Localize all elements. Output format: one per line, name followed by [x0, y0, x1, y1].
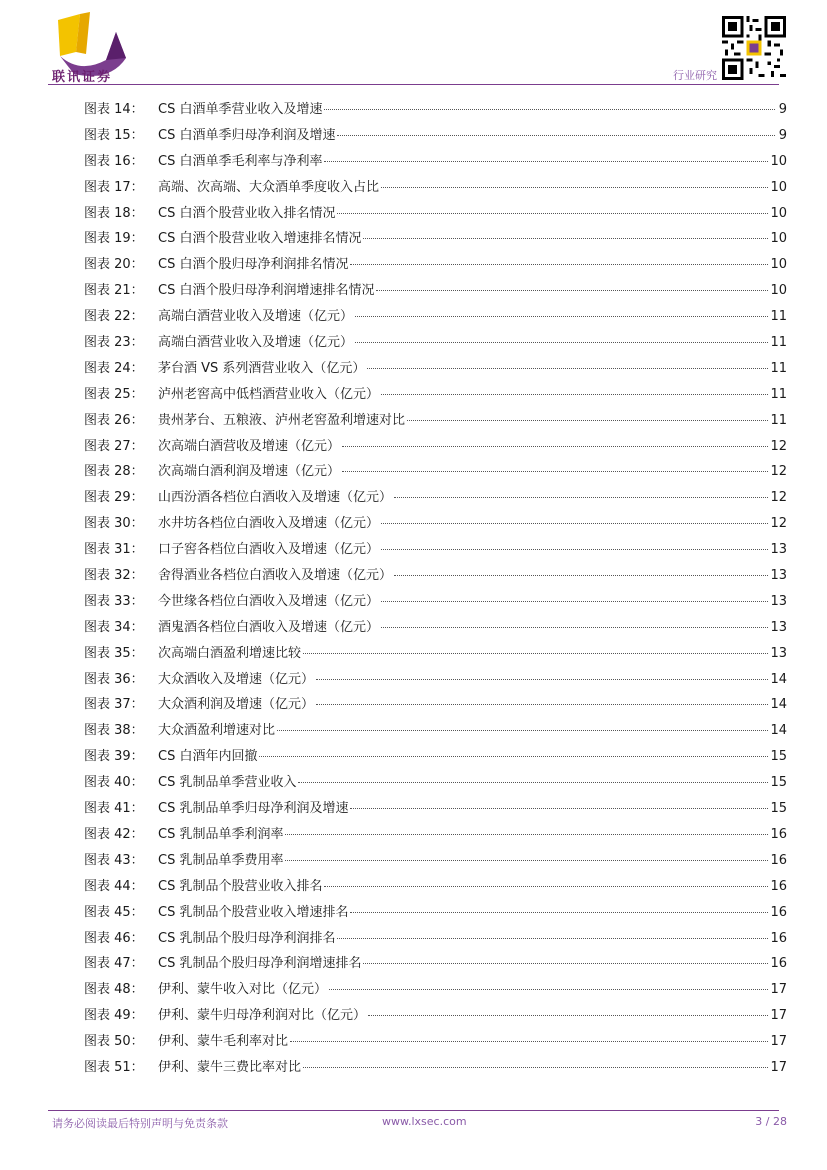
- toc-entry-page: 15: [770, 775, 787, 791]
- toc-entry-title: CS 白酒个股营业收入排名情况: [158, 205, 336, 221]
- toc-entry[interactable]: [84, 1029, 787, 1055]
- toc-entry[interactable]: [84, 511, 787, 537]
- toc-entry-title: 高端、次高端、大众酒单季度收入占比: [158, 179, 380, 195]
- toc-entry-label: 图表 39：: [84, 749, 144, 765]
- toc-entry-title: CS 白酒个股营业收入增速排名情况: [158, 231, 362, 247]
- toc-dot-leader: [329, 988, 768, 990]
- toc-dot-leader: [363, 237, 768, 239]
- page-number: 3 / 28: [755, 1115, 787, 1128]
- toc-entry[interactable]: [84, 692, 787, 718]
- toc-entry[interactable]: [84, 770, 787, 796]
- toc-entry-label: 图表 36：: [84, 671, 144, 687]
- toc-entry-page: 17: [770, 982, 787, 998]
- toc-entry-page: 10: [770, 179, 787, 195]
- toc-entry-title: 大众酒盈利增速对比: [158, 723, 276, 739]
- toc-entry[interactable]: [84, 252, 787, 278]
- toc-entry-page: 9: [778, 102, 787, 117]
- toc-entry-page: 13: [770, 542, 787, 558]
- toc-entry[interactable]: [84, 149, 787, 175]
- toc-entry-title: CS 乳制品单季费用率: [158, 852, 284, 868]
- toc-entry-label: 图表 14：: [84, 102, 144, 117]
- footer-website: www.lxsec.com: [382, 1115, 467, 1128]
- toc-entry[interactable]: [84, 459, 787, 485]
- toc-entry-label: 图表 25：: [84, 386, 144, 402]
- toc-entry-page: 16: [770, 878, 787, 894]
- toc-entry-label: 图表 31：: [84, 542, 144, 558]
- toc-entry-page: 10: [770, 283, 787, 299]
- toc-dot-leader: [285, 833, 768, 835]
- toc-entry-label: 图表 20：: [84, 257, 144, 273]
- toc-entry[interactable]: [84, 97, 787, 123]
- toc-entry-page: 11: [770, 412, 787, 428]
- qr-code-icon: [722, 16, 786, 80]
- toc-entry-title: 次高端白酒利润及增速（亿元）: [158, 464, 341, 480]
- toc-dot-leader: [407, 419, 768, 421]
- toc-dot-leader: [316, 703, 768, 705]
- toc-entry-page: 15: [770, 801, 787, 817]
- toc-dot-leader: [337, 134, 775, 136]
- footer-disclaimer: 请务必阅读最后特别声明与免责条款: [52, 1117, 228, 1130]
- toc-dot-leader: [337, 937, 768, 939]
- toc-entry-label: 图表 44：: [84, 878, 144, 894]
- toc-entry-label: 图表 37：: [84, 697, 144, 713]
- toc-entry-page: 12: [770, 464, 787, 480]
- toc-dot-leader: [350, 911, 768, 913]
- toc-dot-leader: [337, 212, 768, 214]
- toc-entry-page: 12: [770, 438, 787, 454]
- toc-entry[interactable]: [84, 434, 787, 460]
- toc-entry-page: 10: [770, 257, 787, 273]
- toc-entry[interactable]: [84, 537, 787, 563]
- toc-dot-leader: [298, 781, 768, 783]
- toc-entry-page: 16: [770, 852, 787, 868]
- toc-dot-leader: [303, 1066, 768, 1068]
- toc-entry-page: 10: [770, 153, 787, 169]
- toc-entry-page: 13: [770, 645, 787, 661]
- toc-dot-leader: [342, 445, 768, 447]
- toc-entry[interactable]: [84, 874, 787, 900]
- toc-entry-label: 图表 35：: [84, 645, 144, 661]
- toc-dot-leader: [367, 367, 768, 369]
- toc-entry[interactable]: [84, 822, 787, 848]
- toc-dot-leader: [381, 600, 768, 602]
- toc-entry-title: 高端白酒营业收入及增速（亿元）: [158, 335, 354, 351]
- toc-entry-title: 茅台酒 VS 系列酒营业收入（亿元）: [158, 360, 366, 376]
- toc-dot-leader: [324, 885, 768, 887]
- toc-entry[interactable]: [84, 226, 787, 252]
- toc-dot-leader: [350, 807, 768, 809]
- toc-entry-label: 图表 50：: [84, 1034, 144, 1050]
- toc-dot-leader: [381, 186, 768, 188]
- toc-entry-label: 图表 48：: [84, 982, 144, 998]
- toc-entry-label: 图表 29：: [84, 490, 144, 506]
- toc-entry-label: 图表 34：: [84, 619, 144, 635]
- toc-entry-title: CS 白酒年内回撤: [158, 749, 258, 765]
- toc-entry-page: 17: [770, 1034, 787, 1050]
- toc-entry-page: 11: [770, 360, 787, 376]
- toc-entry-title: 伊利、蒙牛归母净利润对比（亿元）: [158, 1008, 367, 1024]
- toc-entry-title: 高端白酒营业收入及增速（亿元）: [158, 309, 354, 325]
- toc-entry[interactable]: [84, 900, 787, 926]
- toc-entry-label: 图表 28：: [84, 464, 144, 480]
- toc-entry-label: 图表 40：: [84, 775, 144, 791]
- toc-entry-title: 贵州茅台、五粮液、泸州老窖盈利增速对比: [158, 412, 406, 428]
- toc-entry-title: CS 乳制品单季营业收入: [158, 775, 297, 791]
- toc-entry[interactable]: [84, 977, 787, 1003]
- toc-entry-title: CS 乳制品单季利润率: [158, 826, 284, 842]
- toc-dot-leader: [342, 470, 768, 472]
- toc-entry[interactable]: [84, 485, 787, 511]
- toc-entry-title: 今世缘各档位白酒收入及增速（亿元）: [158, 593, 380, 609]
- toc-entry-title: CS 白酒个股归母净利润增速排名情况: [158, 283, 375, 299]
- toc-entry[interactable]: [84, 667, 787, 693]
- toc-entry-title: 舍得酒业各档位白酒收入及增速（亿元）: [158, 568, 393, 584]
- toc-entry-title: 大众酒收入及增速（亿元）: [158, 671, 315, 687]
- toc-entry-page: 14: [770, 697, 787, 713]
- toc-entry[interactable]: [84, 589, 787, 615]
- toc-entry-page: 16: [770, 826, 787, 842]
- toc-dot-leader: [324, 108, 775, 110]
- toc-entry-page: 11: [770, 386, 787, 402]
- toc-dot-leader: [303, 652, 768, 654]
- toc-entry-label: 图表 18：: [84, 205, 144, 221]
- toc-entry-page: 10: [770, 231, 787, 247]
- toc-entry-label: 图表 51：: [84, 1059, 144, 1075]
- toc-entry-title: 伊利、蒙牛毛利率对比: [158, 1034, 289, 1050]
- toc-entry-label: 图表 43：: [84, 852, 144, 868]
- toc-entry-label: 图表 49：: [84, 1008, 144, 1024]
- toc-dot-leader: [355, 315, 768, 317]
- toc-entry[interactable]: [84, 951, 787, 977]
- toc-entry-label: 图表 32：: [84, 568, 144, 584]
- toc-dot-leader: [394, 496, 768, 498]
- toc-entry-title: 山西汾酒各档位白酒收入及增速（亿元）: [158, 490, 393, 506]
- toc-entry-page: 12: [770, 516, 787, 532]
- toc-entry-page: 15: [770, 749, 787, 765]
- toc-entry-title: 泸州老窖高中低档酒营业收入（亿元）: [158, 386, 380, 402]
- toc-dot-leader: [350, 263, 768, 265]
- header-divider: [48, 84, 779, 85]
- toc-entry-label: 图表 27：: [84, 438, 144, 454]
- toc-entry-page: 11: [770, 335, 787, 351]
- logo-text: 联讯证券: [52, 70, 113, 85]
- toc-entry-title: CS 乳制品个股营业收入增速排名: [158, 904, 349, 920]
- section-tag: 行业研究: [673, 69, 717, 82]
- toc-entry-page: 16: [770, 956, 787, 972]
- toc-entry-label: 图表 30：: [84, 516, 144, 532]
- toc-dot-leader: [363, 962, 768, 964]
- toc-entry-page: 13: [770, 619, 787, 635]
- toc-entry[interactable]: [84, 744, 787, 770]
- toc-entry-page: 12: [770, 490, 787, 506]
- toc-entry-title: 伊利、蒙牛收入对比（亿元）: [158, 982, 328, 998]
- toc-entry-page: 10: [770, 205, 787, 221]
- toc-entry-page: 16: [770, 904, 787, 920]
- toc-dot-leader: [381, 522, 768, 524]
- toc-entry-title: CS 乳制品单季归母净利润及增速: [158, 801, 349, 817]
- toc-entry-page: 16: [770, 930, 787, 946]
- toc-entry-title: CS 乳制品个股归母净利润排名: [158, 930, 336, 946]
- toc-entry-title: CS 乳制品个股营业收入排名: [158, 878, 323, 894]
- toc-entry-label: 图表 46：: [84, 930, 144, 946]
- toc-dot-leader: [381, 393, 768, 395]
- toc-entry-label: 图表 38：: [84, 723, 144, 739]
- toc-entry-title: CS 白酒单季归母净利润及增速: [158, 127, 336, 143]
- toc-entry[interactable]: [84, 201, 787, 227]
- toc-entry-label: 图表 21：: [84, 283, 144, 299]
- toc-entry-page: 13: [770, 568, 787, 584]
- toc-entry[interactable]: [84, 175, 787, 201]
- toc-entry-label: 图表 23：: [84, 335, 144, 351]
- toc-entry[interactable]: [84, 382, 787, 408]
- toc-entry-page: 17: [770, 1008, 787, 1024]
- footer-divider: [48, 1110, 779, 1111]
- toc-entry-page: 11: [770, 309, 787, 325]
- toc-entry-page: 17: [770, 1059, 787, 1075]
- toc-entry-label: 图表 33：: [84, 593, 144, 609]
- toc-entry-page: 13: [770, 593, 787, 609]
- toc-entry-title: 次高端白酒营收及增速（亿元）: [158, 438, 341, 454]
- toc-dot-leader: [381, 548, 768, 550]
- toc-entry-label: 图表 16：: [84, 153, 144, 169]
- toc-entry-title: CS 白酒个股归母净利润排名情况: [158, 257, 349, 273]
- toc-entry[interactable]: [84, 123, 787, 149]
- toc-entry[interactable]: [84, 278, 787, 304]
- toc-entry[interactable]: [84, 615, 787, 641]
- toc-entry[interactable]: [84, 718, 787, 744]
- toc-entry[interactable]: [84, 796, 787, 822]
- toc-entry-label: 图表 22：: [84, 309, 144, 325]
- toc-entry-label: 图表 24：: [84, 360, 144, 376]
- toc-entry-label: 图表 47：: [84, 956, 144, 972]
- toc-entry-page: 14: [770, 723, 787, 739]
- toc-entry-title: 酒鬼酒各档位白酒收入及增速（亿元）: [158, 619, 380, 635]
- toc-entry-title: CS 乳制品个股归母净利润增速排名: [158, 956, 362, 972]
- toc-dot-leader: [316, 678, 768, 680]
- toc-entry-page: 9: [778, 127, 787, 143]
- toc-entry[interactable]: [84, 408, 787, 434]
- toc-entry-label: 图表 41：: [84, 801, 144, 817]
- figure-toc-list: [84, 97, 787, 1081]
- toc-entry-label: 图表 45：: [84, 904, 144, 920]
- toc-entry[interactable]: [84, 330, 787, 356]
- toc-entry[interactable]: [84, 304, 787, 330]
- toc-entry[interactable]: [84, 926, 787, 952]
- toc-entry-title: 大众酒利润及增速（亿元）: [158, 697, 315, 713]
- toc-entry-title: 次高端白酒盈利增速比较: [158, 645, 302, 661]
- toc-entry[interactable]: [84, 848, 787, 874]
- toc-dot-leader: [285, 859, 768, 861]
- toc-entry[interactable]: [84, 1055, 787, 1081]
- toc-entry-title: CS 白酒单季营业收入及增速: [158, 102, 323, 117]
- toc-entry-label: 图表 26：: [84, 412, 144, 428]
- toc-dot-leader: [394, 574, 768, 576]
- toc-entry-label: 图表 17：: [84, 179, 144, 195]
- toc-entry-title: CS 白酒单季毛利率与净利率: [158, 153, 323, 169]
- toc-entry-label: 图表 15：: [84, 127, 144, 143]
- toc-dot-leader: [290, 1040, 768, 1042]
- toc-entry-title: 口子窖各档位白酒收入及增速（亿元）: [158, 542, 380, 558]
- toc-entry[interactable]: [84, 563, 787, 589]
- toc-dot-leader: [355, 341, 768, 343]
- toc-entry-title: 伊利、蒙牛三费比率对比: [158, 1059, 302, 1075]
- toc-dot-leader: [324, 160, 768, 162]
- toc-entry-label: 图表 19：: [84, 231, 144, 247]
- toc-dot-leader: [277, 729, 768, 731]
- toc-entry-page: 14: [770, 671, 787, 687]
- toc-dot-leader: [259, 755, 768, 757]
- toc-entry-label: 图表 42：: [84, 826, 144, 842]
- toc-entry-title: 水井坊各档位白酒收入及增速（亿元）: [158, 516, 380, 532]
- toc-dot-leader: [381, 626, 768, 628]
- toc-entry[interactable]: [84, 356, 787, 382]
- toc-dot-leader: [368, 1014, 768, 1016]
- toc-dot-leader: [376, 289, 768, 291]
- toc-entry[interactable]: [84, 641, 787, 667]
- toc-entry[interactable]: [84, 1003, 787, 1029]
